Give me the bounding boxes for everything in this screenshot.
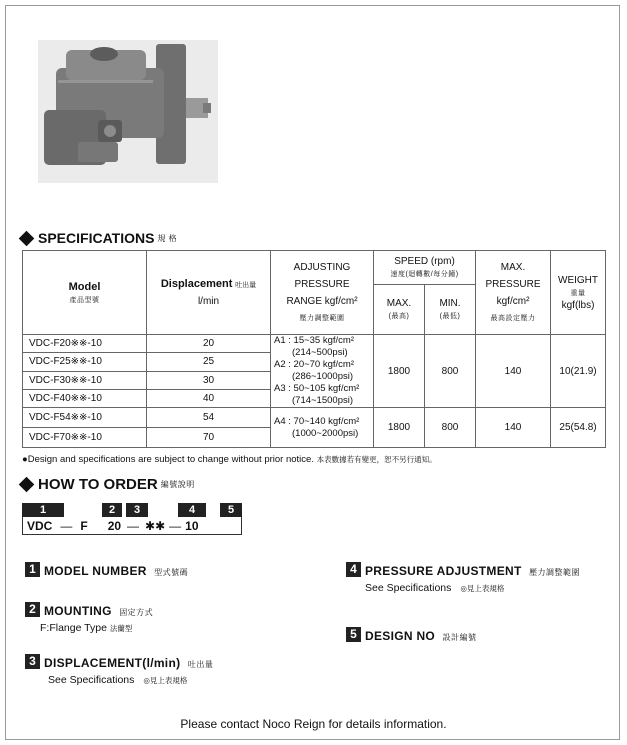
how-to-order-heading — [17, 476, 195, 493]
item-title-cjk: 設計編號 — [442, 633, 477, 642]
item-subtext-value: See Specifications — [48, 674, 135, 686]
item-number-badge: 3 — [25, 654, 40, 669]
code-dash: — — [169, 518, 182, 533]
header-displacement-label: Displacement — [160, 278, 233, 290]
pressure-range-cell — [271, 335, 374, 408]
range-a4: A4 : 70~140 kgf/cm² — [274, 415, 360, 427]
item-title-cjk: 吐出量 — [187, 660, 214, 669]
header-weight — [551, 251, 606, 335]
header-adjusting — [271, 251, 374, 335]
header-weight-cjk: 重量 — [570, 289, 586, 297]
product-photo — [38, 40, 218, 183]
order-item-design-no — [346, 627, 477, 645]
range-a2: A2 : 20~70 kgf/cm² — [274, 359, 354, 370]
header-model — [23, 251, 147, 335]
change-notice — [22, 454, 437, 465]
header-model-cjk: 產品型號 — [69, 296, 100, 304]
item-subtext — [48, 674, 213, 686]
header-adjusting-cjk: 壓力調整範圍 — [299, 314, 345, 322]
max-pressure-cell: 140 — [476, 335, 551, 408]
item-subtext-cjk: ◎見上表規格 — [143, 676, 188, 685]
weight-cell: 25(54.8) — [551, 408, 606, 448]
order-position-4: 4 — [178, 503, 206, 517]
pressure-range-a4-cell — [271, 408, 374, 448]
range-a4-psi: (1000~2000psi) — [292, 427, 359, 439]
order-position-numbers — [22, 503, 242, 517]
range-a1: A1 : 15~35 kgf/cm² — [274, 335, 354, 346]
contact-footer: Please contact Noco Reign for details information. — [180, 717, 447, 731]
code-series: VDC — [27, 518, 53, 533]
item-title-cjk: 壓力調整範圍 — [529, 568, 581, 577]
header-displacement-unit: l/min — [197, 296, 220, 307]
item-subtext-value: F:Flange Type — [40, 622, 107, 634]
table-row — [23, 335, 606, 353]
model-cell: VDC-F70※※-10 — [23, 428, 147, 448]
order-code-diagram — [22, 503, 242, 535]
table-row — [23, 408, 606, 428]
code-dash: — — [127, 518, 140, 533]
max-speed-cell: 1800 — [374, 408, 425, 448]
order-item-mounting — [25, 602, 153, 634]
displacement-cell: 20 — [147, 335, 271, 353]
header-displacement-cjk: 吐出量 — [235, 282, 257, 289]
item-title: MODEL NUMBER — [44, 564, 147, 578]
header-model-label: Model — [68, 280, 101, 293]
max-speed-cell: 1800 — [374, 335, 425, 408]
range-a3-psi: (714~1500psi) — [292, 395, 354, 406]
change-notice-text: ●Design and specifications are subject to change without prior notice. — [22, 454, 314, 465]
code-dash: — — [60, 518, 73, 533]
min-speed-cell: 800 — [425, 335, 476, 408]
code-pressure: ✱✱ — [145, 518, 166, 533]
header-max-pressure-cjk: 最高設定壓力 — [490, 314, 536, 322]
order-position-5: 5 — [220, 503, 242, 517]
specifications-table — [22, 250, 606, 448]
item-title-cjk: 固定方式 — [119, 608, 154, 617]
item-title: MOUNTING — [44, 604, 112, 618]
header-adjusting-line3: RANGE kgf/cm² — [286, 295, 358, 307]
specifications-heading — [17, 230, 177, 246]
order-code-row — [22, 517, 242, 535]
item-title-cjk: 型式號碼 — [154, 568, 189, 577]
header-speed-min-label: MIN. — [439, 298, 461, 309]
model-cell: VDC-F25※※-10 — [23, 353, 147, 371]
code-mounting: F — [80, 518, 88, 533]
range-a3: A3 : 50~105 kgf/cm² — [274, 383, 360, 394]
model-cell: VDC-F20※※-10 — [23, 335, 147, 353]
order-item-displacement — [25, 654, 213, 686]
header-speed-max-label: MAX. — [386, 298, 412, 309]
item-number-badge: 4 — [346, 562, 361, 577]
max-pressure-cell: 140 — [476, 408, 551, 448]
header-max-pressure-line1: MAX. — [500, 261, 526, 273]
min-speed-cell: 800 — [425, 408, 476, 448]
header-weight-label: WEIGHT — [558, 274, 599, 286]
item-subtext-cjk: 法蘭型 — [109, 624, 133, 633]
change-notice-cjk: 本表數據若有變更，恕不另行通知。 — [316, 455, 437, 464]
header-max-pressure-line3: kgf/cm² — [496, 295, 530, 307]
item-subtext — [365, 582, 580, 594]
model-cell: VDC-F30※※-10 — [23, 371, 147, 389]
model-cell: VDC-F40※※-10 — [23, 389, 147, 407]
item-title: PRESSURE ADJUSTMENT — [365, 564, 522, 578]
weight-cell: 10(21.9) — [551, 335, 606, 408]
header-speed-label: SPEED (rpm) — [394, 256, 455, 267]
header-speed-min-cjk: (最低) — [439, 313, 461, 320]
item-title: DISPLACEMENT(l/min) — [44, 656, 181, 670]
header-adjusting-line2: PRESSURE — [294, 278, 350, 290]
order-item-model-number — [25, 562, 188, 580]
header-max-pressure — [476, 251, 551, 335]
order-position-1: 1 — [22, 503, 64, 517]
header-speed-max-cjk: (最高) — [388, 313, 410, 320]
item-number-badge: 5 — [346, 627, 361, 642]
order-item-pressure-adjustment — [346, 562, 580, 594]
header-weight-unit: kgf(lbs) — [561, 299, 595, 311]
item-subtext — [40, 622, 153, 634]
code-displacement: 20 — [107, 518, 122, 533]
item-subtext-value: See Specifications — [365, 582, 452, 594]
header-speed-max — [374, 285, 425, 335]
range-a1-psi: (214~500psi) — [292, 347, 348, 358]
range-a2-psi: (286~1000psi) — [292, 371, 354, 382]
item-subtext-cjk: ◎見上表規格 — [460, 584, 505, 593]
displacement-cell: 70 — [147, 428, 271, 448]
order-position-3: 3 — [126, 503, 148, 517]
header-speed — [374, 251, 476, 285]
order-position-2: 2 — [102, 503, 122, 517]
displacement-cell: 54 — [147, 408, 271, 428]
displacement-cell: 25 — [147, 353, 271, 371]
diamond-icon — [19, 477, 35, 493]
header-displacement — [147, 251, 271, 335]
model-cell: VDC-F54※※-10 — [23, 408, 147, 428]
displacement-cell: 30 — [147, 371, 271, 389]
header-speed-cjk: 速度(迴轉數/每分鐘) — [390, 271, 459, 278]
how-to-order-title-cjk: 編號說明 — [160, 480, 195, 489]
diamond-icon — [19, 230, 35, 246]
code-design: 10 — [185, 518, 199, 533]
displacement-cell: 40 — [147, 389, 271, 407]
how-to-order-title: HOW TO ORDER — [38, 476, 158, 493]
header-adjusting-line1: ADJUSTING — [293, 261, 351, 273]
item-number-badge: 1 — [25, 562, 40, 577]
specifications-title-cjk: 規 格 — [157, 233, 178, 243]
header-max-pressure-line2: PRESSURE — [485, 278, 541, 290]
header-speed-min — [425, 285, 476, 335]
item-number-badge: 2 — [25, 602, 40, 617]
specifications-title: SPECIFICATIONS — [38, 230, 155, 246]
item-title: DESIGN NO — [365, 629, 436, 643]
